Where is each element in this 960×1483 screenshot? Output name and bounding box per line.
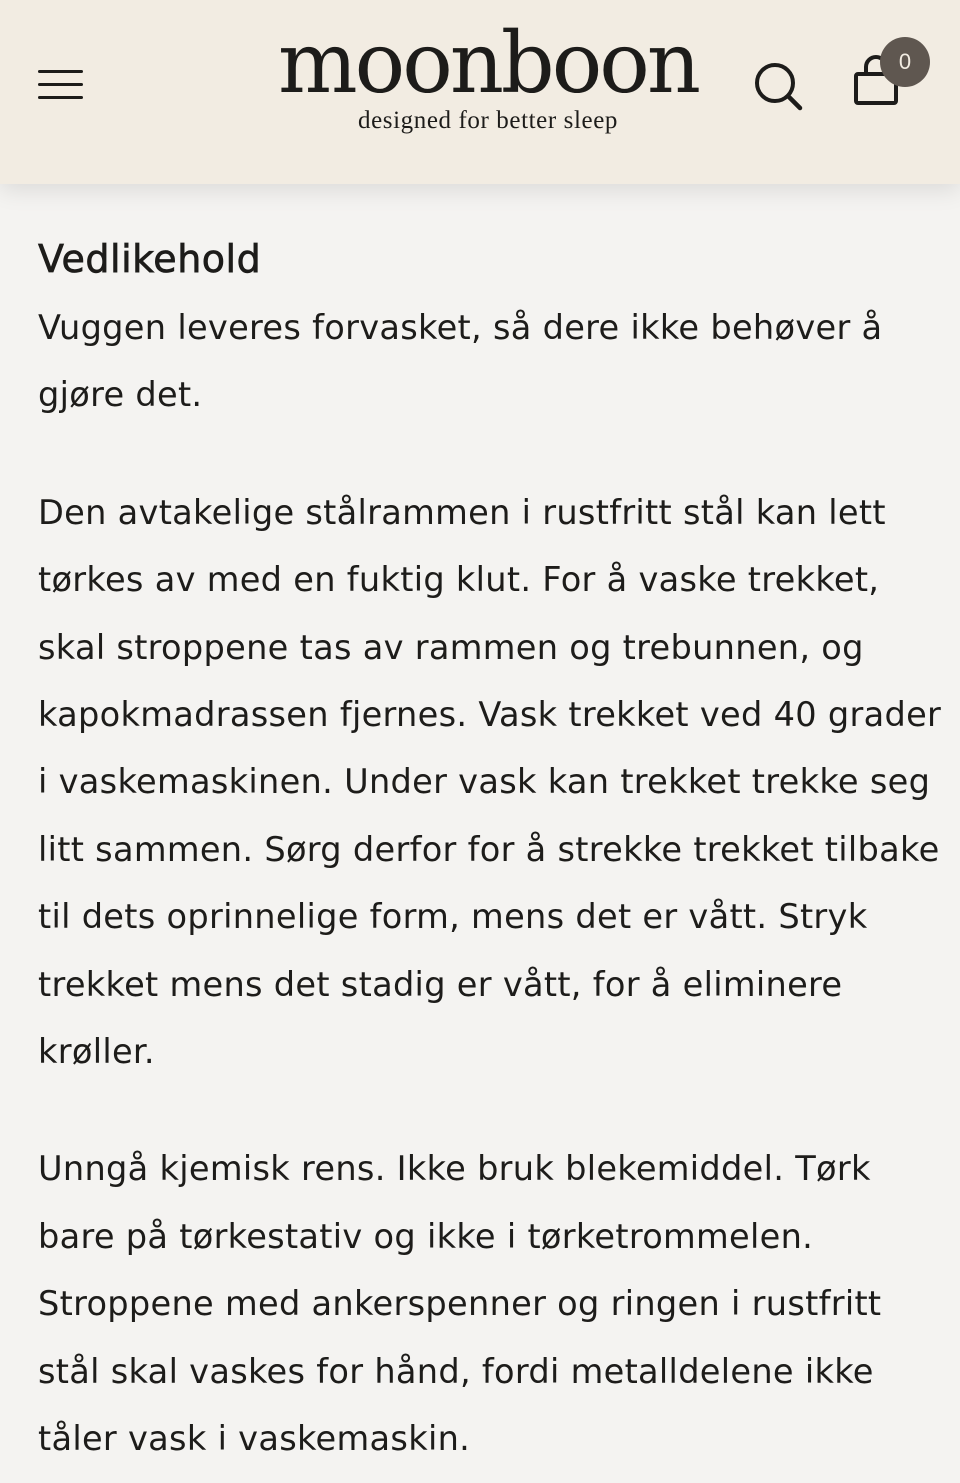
site-header xyxy=(0,0,960,184)
hamburger-menu-icon[interactable] xyxy=(30,60,90,110)
section-heading: Vedlikehold xyxy=(38,237,262,281)
care-paragraph-2: Den avtakelige stålrammen i rustfritt stål kan lett tørkes av med en fuktig klut. For å vaske trekket, skal stroppene tas av rammen og trebunnen, og kapokmadrassen fjernes. Vask trekket ved 40 grader i vaskemaskinen. Under vask kan trekket trekke seg litt sammen. Sørg derfor for å strekke trekket tilbake til dets oprinnelige form, mens det er vått. Stryk trekket mens det stadig er vått, for å eliminere krøller. xyxy=(38,492,942,1072)
care-paragraph-1: Vuggen leveres forvasket, så dere ikke behøver å gjøre det. xyxy=(38,308,883,415)
search-icon[interactable] xyxy=(748,55,808,115)
product-care-section xyxy=(38,228,942,1483)
site-logo[interactable] xyxy=(278,14,698,136)
menu-bar xyxy=(38,83,83,86)
menu-bar xyxy=(38,96,83,99)
care-paragraph-3: Unngå kjemisk rens. Ikke bruk blekemiddel. Tørk bare på tørkestativ og ikke i tørketrommelen. Stroppene med ankerspenner og ringen i rustfritt stål skal vaskes for hånd, fordi metalldelene ikke tåler vask i vaskemaskin. xyxy=(38,1149,882,1459)
search-icon-graphic xyxy=(748,55,808,115)
logo-tagline: designed for better sleep xyxy=(357,107,619,134)
menu-bar xyxy=(38,70,83,73)
logo-wordmark: moonboon xyxy=(278,14,698,112)
cart-count-badge[interactable]: 0 xyxy=(880,37,930,87)
